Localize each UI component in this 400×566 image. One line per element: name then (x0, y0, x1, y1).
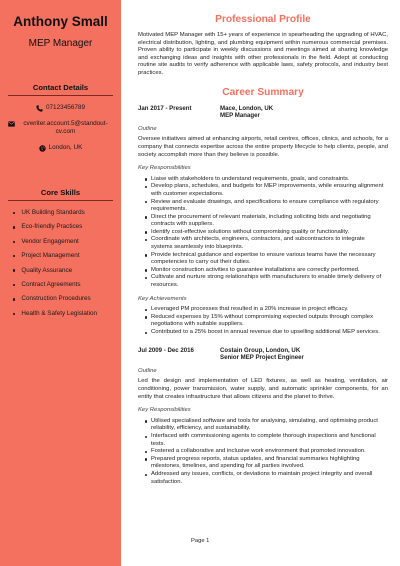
bullet-icon (13, 269, 15, 271)
bullet-icon (13, 284, 15, 286)
responsibilities-label: Key Responsibilities (138, 165, 191, 172)
bullet-icon (13, 212, 15, 214)
profile-text: Motivated MEP Manager with 15+ years of experience in spearheading the upgrading of HVAC, electrical distribution, lighting, and plumbing equipment within numerous commercial premises. Proven ability to participate in weekly discussions and meetings aimed at sharing knowledge and exchanging ideas and insights with other professionals in the field. Adept at conducting routine site audits to verify adherence with applicable laws, safety protocols, and industry best practices. (138, 32, 388, 76)
candidate-role: MEP Manager (28, 38, 93, 49)
skill-item: Construction Procedures (13, 295, 113, 303)
bullet-icon (13, 255, 15, 257)
list-item: Utilised specialised software and tools for analysing, simulating, and optimising product reliability, efficiency, and sustainability. (145, 418, 388, 433)
list-item: Addressed any issues, conflicts, or deviations to maintain project integrity and overall satisfaction. (145, 471, 388, 486)
sidebar (0, 0, 121, 566)
list-item: Review and evaluate drawings, and specifications to ensure compliance with regulatory requirements. (145, 199, 388, 214)
skill-item: Health & Safety Legislation (13, 310, 113, 318)
list-item: Prepared progress reports, status updates, and financial summaries highlighting milestones, timelines, and spending for all parties involved. (145, 456, 388, 471)
email-text[interactable]: cvwriter.account.5@standout-cv.com (23, 120, 108, 135)
list-item: Leveraged PM processes that resulted in a 20% increase in project efficacy. (145, 306, 388, 314)
job-company: Mace, London, UK (220, 104, 274, 112)
contact-email (8, 120, 113, 136)
list-item: Develop plans, schedules, and budgets for MEP improvements, while ensuring alignment with customer expectations. (145, 183, 388, 198)
skill-item: Contract Agreements (13, 281, 113, 289)
job-dates: Jan 2017 - Present (138, 104, 192, 112)
bullet-icon (13, 298, 15, 300)
job-header (138, 105, 388, 120)
list-item: Direct the procurement of relevant materials, including soliciting bids and negotiating contracts with suppliers. (145, 214, 388, 229)
globe-icon (39, 145, 46, 152)
outline-label: Outline (138, 367, 157, 374)
list-item: Provide technical guidance and expertise to ensure various teams have the necessary competencies to carry out their duties. (145, 252, 388, 267)
skill-item: UK Building Standards (13, 209, 113, 217)
list-item: Fostered a collaborative and inclusive work environment that promoted innovation. (145, 448, 388, 456)
list-item: Coordinate with architects, engineers, contractors, and subcontractors to integrate systems seamlessly into blueprints. (145, 236, 388, 251)
achievements-list (138, 306, 388, 336)
achievements-label: Key Achievements (138, 295, 187, 302)
career-heading: Career Summary (222, 86, 304, 98)
job-entry (138, 347, 388, 487)
list-item: Monitor construction activities to guarantee installations are correctly performed. (145, 267, 388, 275)
phone-icon (36, 105, 43, 112)
contact-phone (8, 104, 113, 112)
skills-heading: Core Skills (8, 188, 113, 201)
job-entry (138, 105, 388, 337)
job-dates: Jul 2009 - Dec 2016 (138, 346, 194, 354)
bullet-icon (13, 226, 15, 228)
list-item: Identify cost-effective solutions without compromising quality or functionality. (145, 229, 388, 237)
job-title: MEP Manager (220, 112, 260, 120)
location-text: London, UK (48, 144, 83, 151)
contact-location (8, 144, 113, 152)
skill-item: Eco-friendly Practices (13, 223, 113, 231)
list-item: Reduced expenses by 15% without compromising expected outputs through complex negotiations with suitable suppliers. (145, 314, 388, 329)
skill-item: Quality Assurance (13, 267, 113, 275)
phone-text[interactable]: 07123456789 (45, 104, 86, 111)
candidate-name: Anthony Small (13, 14, 108, 29)
profile-heading: Professional Profile (215, 14, 311, 25)
responsibilities-list (138, 176, 388, 290)
bullet-icon (13, 313, 15, 315)
outline-label: Outline (138, 125, 157, 132)
skill-item: Vendor Engagement (13, 238, 113, 246)
main-content (138, 14, 388, 486)
contact-heading: Contact Details (8, 83, 113, 96)
list-item: Liaise with stakeholders to understand requirements, goals, and constraints. (145, 176, 388, 184)
job-outline: Led the design and implementation of LED fixtures, as well as heating, ventilation, air conditioning, power transmission, water supply, and automatic sprinkler components, for an entity that creates infrastructure that allows citizens and the planet to thrive. (138, 378, 388, 400)
bullet-icon (13, 241, 15, 243)
list-item: Interfaced with commissioning agents to complete thorough inspections and functional tests. (145, 433, 388, 448)
envelope-icon (8, 121, 15, 128)
job-header (138, 347, 388, 362)
list-item: Contributed to a 25% boost in annual revenue due to upselling additional MEP services. (145, 329, 388, 337)
job-company: Costain Group, London, UK (220, 346, 301, 354)
responsibilities-label: Key Responsibilities (138, 407, 191, 414)
responsibilities-list (138, 418, 388, 486)
page-number: Page 1 (191, 538, 210, 544)
skill-item: Project Management (13, 252, 113, 260)
job-title: Senior MEP Project Engineer (220, 354, 304, 362)
skills-list (8, 209, 113, 318)
list-item: Cultivate and nurture strong relationships with manufacturers to enable timely delivery of resources. (145, 274, 388, 289)
job-outline: Oversee initiatives aimed at enhancing airports, retail centres, offices, clinics, and schools, for a company that connects expertise across the entire property lifecycle to help clients, people, and society accomplish more than they believe is possible. (138, 136, 388, 158)
